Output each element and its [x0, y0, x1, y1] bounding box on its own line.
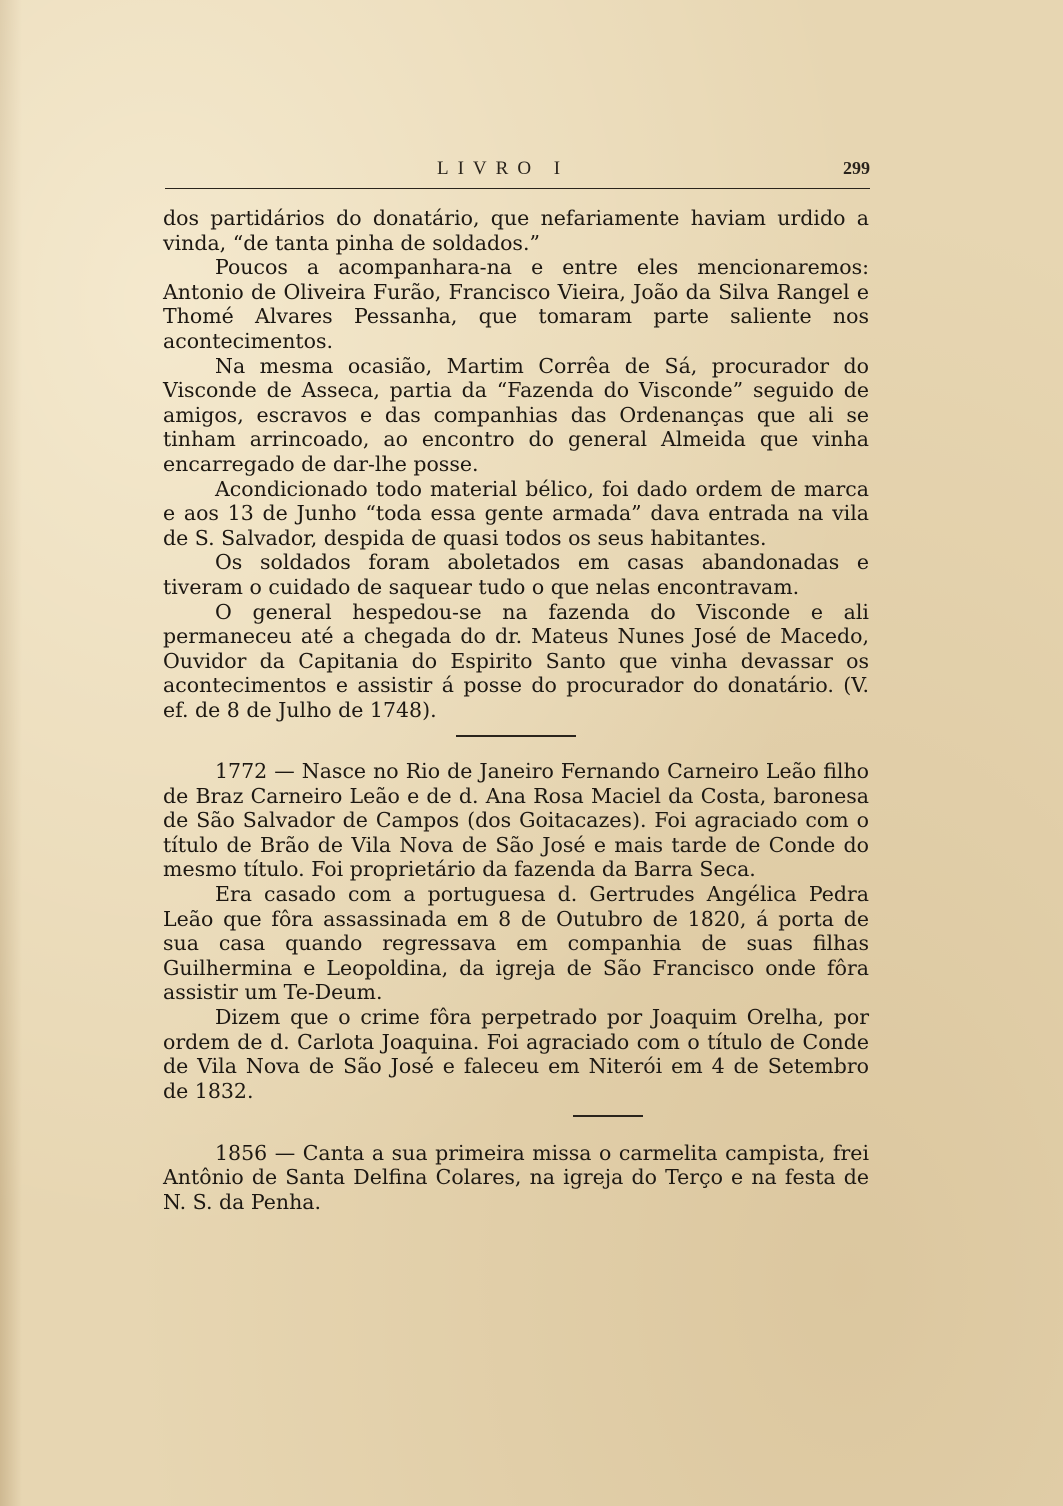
paragraph: Poucos a acompanhara-na e entre eles mencionaremos: Antonio de Oliveira Furão, Francisco Vieira, João da Silva Rangel e Thomé Alvares Pessanha, que tomaram parte saliente nos acontecimentos. — [163, 255, 869, 353]
page-header — [165, 158, 870, 189]
paragraph: Os soldados foram aboletados em casas abandonadas e tiveram o cuidado de saquear tudo o que nelas encontravam. — [163, 550, 869, 599]
paragraph: Na mesma ocasião, Martim Corrêa de Sá, procurador do Visconde de Asseca, partia da “Fazenda do Visconde” seguido de amigos, escravos e das companhias das Ordenanças que ali se tinham arrincoado, ao encontro do general Almeida que vinha encarregado de dar-lhe posse. — [163, 353, 869, 476]
continued-section — [163, 206, 869, 722]
paragraph: Era casado com a portuguesa d. Gertrudes Angélica Pedra Leão que fôra assassinada em 8 de Outubro de 1820, á porta de sua casa quando regressava em companhia de suas filhas Guilhermina e Leopoldina, da igreja de São Francisco onde fôra assistir um Te-Deum. — [163, 881, 869, 1005]
page-number: 299 — [843, 158, 870, 178]
paragraph: Dizem que o crime fôra perpetrado por Joaquim Orelha, por ordem de d. Carlota Joaquina. Foi agraciado com o título de Conde de Vila Nova de São José e faleceu em Niterói em 4 de Setembro de 1832. — [163, 1004, 869, 1103]
section-divider — [456, 735, 576, 737]
section-divider — [573, 1115, 643, 1117]
running-head: LIVRO I — [437, 158, 570, 179]
paragraph: O general hespedou-se na fazenda do Visconde e ali permaneceu até a chegada do dr. Mateus Nunes José de Macedo, Ouvidor da Capitania do Espirito Santo que vinha devassar os acontecimentos e assistir á posse do procurador do donatário. (V. ef. de 8 de Julho de 1748). — [163, 599, 869, 722]
paragraph: dos partidários do donatário, que nefariamente haviam urdido a vinda, “de tanta pinha de soldados.” — [163, 206, 869, 255]
entry-1856 — [163, 1141, 869, 1215]
paragraph: 1772 — Nasce no Rio de Janeiro Fernando Carneiro Leão filho de Braz Carneiro Leão e de d. Ana Rosa Maciel da Costa, baronesa de São Salvador de Campos (dos Goitacazes). Foi agraciado com o título de Brão de Vila Nova de São José e mais tarde de Conde do mesmo título. Foi proprietário da fazenda da Barra Seca. — [163, 758, 869, 882]
paragraph: Acondicionado todo material bélico, foi dado ordem de marca e aos 13 de Junho “toda essa gente armada” dava entrada na vila de S. Salvador, despida de quasi todos os seus habitantes. — [163, 476, 869, 550]
paragraph: 1856 — Canta a sua primeira missa o carmelita campista, frei Antônio de Santa Delfina Colares, na igreja do Terço e na festa de N. S. da Penha. — [163, 1140, 869, 1214]
entry-1772 — [163, 759, 869, 1103]
page-body — [163, 206, 869, 1215]
